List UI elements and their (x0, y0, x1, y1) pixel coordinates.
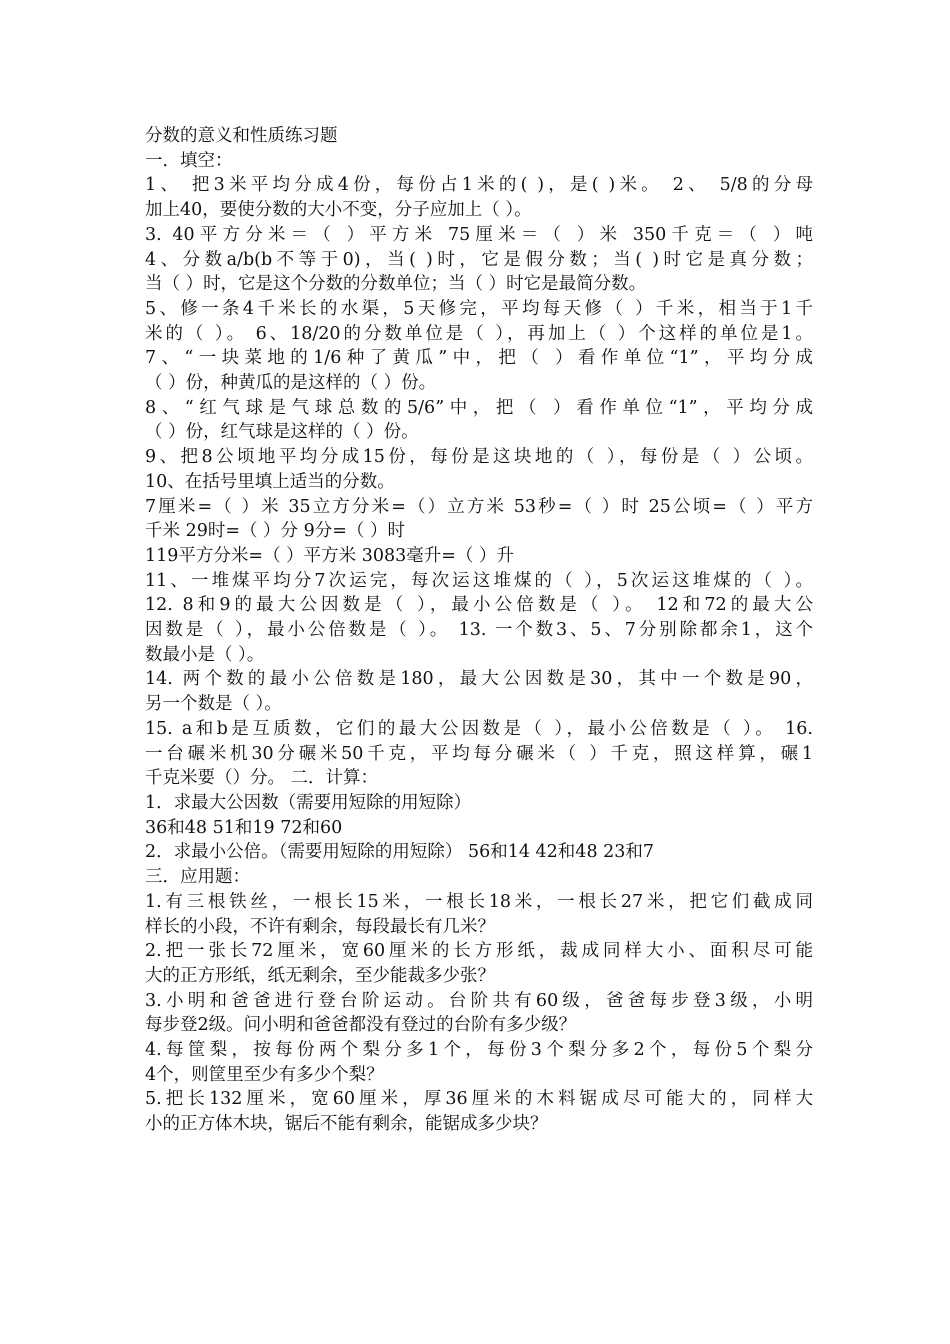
text-line: 每步登2级。问小明和爸爸都没有登过的台阶有多少级？ (145, 1015, 577, 1036)
text-line: 12. 8和9的最大公因数是（ ），最小公倍数是（ ）。 12和72的最大公 (145, 595, 813, 616)
text-line: 14. 两个数的最小公倍数是180，最大公因数是30，其中一个数是90， (145, 669, 813, 690)
text-line: 数最小是（ ）。 (145, 644, 265, 665)
text-line: 5、修一条4千米长的水渠，5天修完，平均每天修（ ）千米，相当于1千 (145, 298, 813, 319)
text-line: 样长的小段，不许有剩余，每段最长有几米？ (145, 916, 495, 937)
text-line: （ ）份，红气球是这样的（ ）份。 (145, 422, 419, 443)
text-line: 3.小明和爸爸进行登台阶运动。台阶共有60级，爸爸每步登3级，小明 (145, 990, 813, 1011)
text-line: 大的正方形纸，纸无剩余，至少能裁多少张？ (145, 965, 495, 986)
text-line: 9、把8公顷地平均分成15份，每份是这块地的（ ），每份是（ ）公顷。 (145, 447, 813, 468)
text-line: 2.把一张长72厘米，宽60厘米的长方形纸，裁成同样大小、面积尽可能 (145, 941, 813, 962)
text-line: 2．求最小公倍。（需要用短除的用短除） 56和14 42和48 23和7 (145, 842, 655, 863)
text-line: 4、分数a/b(b不等于0)，当( )时，它是假分数；当( )时它是真分数； (145, 249, 813, 270)
text-line: 36和48 51和19 72和60 (145, 817, 343, 838)
text-line: 一台碾米机30分碾米50千克，平均每分碾米（ ）千克，照这样算，碾1 (145, 743, 813, 764)
text-line: 3. 40平方分米＝（ ）平方米 75厘米＝（ ）米 350千克＝（ ）吨 (145, 224, 813, 245)
text-line: 5.把长132厘米，宽60厘米，厚36厘米的木料锯成尽可能大的，同样大 (145, 1089, 813, 1110)
text-line: 10、在括号里填上适当的分数。 (145, 471, 395, 492)
text-line: 8、“红气球是气球总数的5/6”中，把（ ）看作单位“1”，平均分成 (145, 397, 813, 418)
text-line: 因数是（ ），最小公倍数是（ ）。 13. 一个数3、5、7分别除都余1，这个 (145, 620, 813, 641)
section-heading-application: 三．应用题： (145, 867, 250, 888)
document-page (145, 124, 813, 1137)
section-heading-fill-blanks: 一．填空： (145, 150, 233, 171)
text-line: 当（ ）时，它是这个分数的分数单位；当（ ）时它是最简分数。 (145, 274, 647, 295)
text-line: 千克米要（）分。 二．计算： (145, 768, 379, 789)
text-line: 米的（ ）。 6、18/20的分数单位是（ ），再加上（ ）个这样的单位是1。 (145, 323, 813, 344)
text-line: 另一个数是（ ）。 (145, 694, 282, 715)
text-line: 11、一堆煤平均分7次运完，每次运这堆煤的（ ），5次运这堆煤的（ ）。 (145, 570, 813, 591)
text-line: 7、“一块菜地的1/6种了黄瓜”中，把（ ）看作单位“1”，平均分成 (145, 348, 813, 369)
text-line: 小的正方体木块，锯后不能有剩余，能锯成多少块？ (145, 1114, 548, 1135)
text-line: 4个，则筐里至少有多少个梨？ (145, 1064, 384, 1085)
text-line: 119平方分米=（ ）平方米 3083毫升=（ ）升 (145, 545, 514, 566)
text-line: 15. a和b是互质数，它们的最大公因数是（ ），最小公倍数是（ ）。 16. (145, 718, 813, 739)
text-line: 1．求最大公因数（需要用短除的用短除） (145, 792, 472, 813)
text-line: （ ）份，种黄瓜的是这样的（ ）份。 (145, 373, 437, 394)
text-line: 7厘米=（ ）米 35立方分米=（）立方米 53秒=（ ）时 25公顷=（ ）平方 (145, 496, 813, 517)
text-line: 4.每筐梨，按每份两个梨分多1个，每份3个梨分多2个，每份5个梨分 (145, 1040, 813, 1061)
text-line: 1、 把3米平均分成4份，每份占1米的( )，是( )米。 2、 5/8的分母 (145, 175, 813, 196)
document-title: 分数的意义和性质练习题 (145, 126, 338, 146)
text-line: 1.有三根铁丝，一根长15米，一根长18米，一根长27米，把它们截成同 (145, 891, 813, 912)
text-line: 千米 29时=（ ）分 9分=（ ）时 (145, 521, 405, 542)
text-line: 加上40，要使分数的大小不变，分子应加上（ ）。 (145, 200, 532, 221)
